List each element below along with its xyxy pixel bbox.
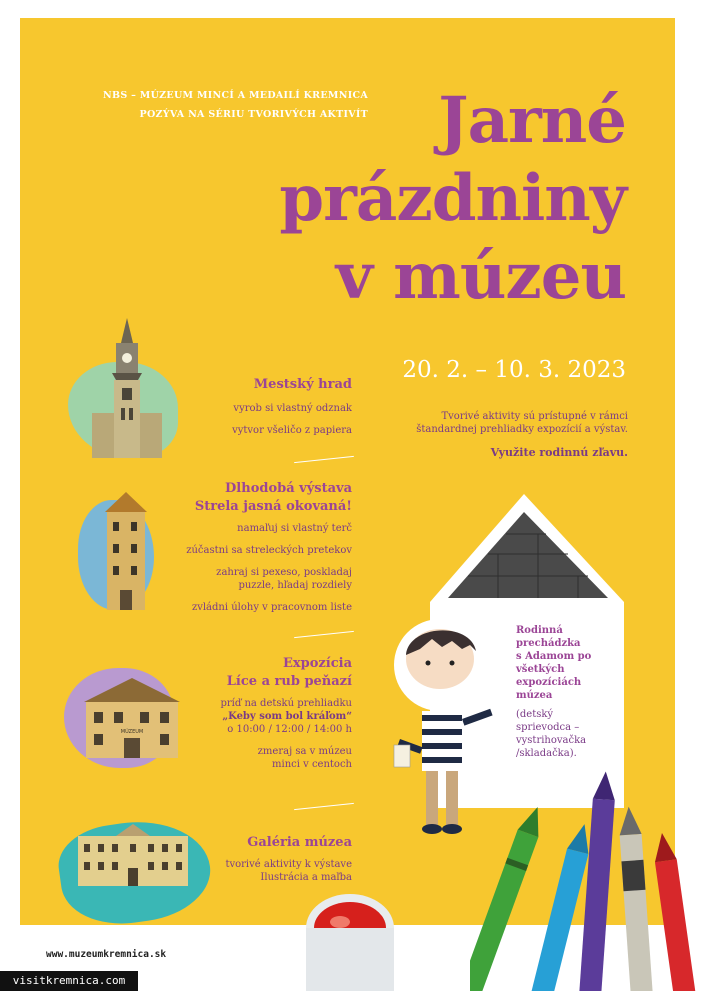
section-exhibition-item-5: zvládni úlohy v pracovnom liste [191, 602, 352, 613]
family-walk-text [516, 624, 616, 760]
section-gallery-item-2: Ilustrácia a maľba [260, 872, 352, 883]
section-expozicia [132, 655, 352, 771]
walk-sub-2: sprievodca – [516, 722, 580, 733]
access-note-line-1: Tvorivé aktivity sú prístupné v rámci [441, 411, 628, 422]
title-line-3: v múzeu [335, 239, 626, 314]
section-expozicia-title-2: Líce a rub peňazí [226, 674, 352, 689]
access-note-line-2: štandardnej prehliadky expozícií a výstav. [416, 424, 628, 435]
organizer-line-2: POZÝVA NA SÉRIU TVORIVÝCH AKTIVÍT [139, 109, 368, 120]
section-gallery-item-1: tvorivé aktivity k výstave [225, 859, 352, 870]
walk-sub-1: (detský [516, 709, 554, 720]
section-gallery [132, 834, 352, 884]
section-castle [132, 376, 352, 437]
section-expozicia-item-2: „Keby som bol kráľom“ [222, 711, 352, 722]
organizer-line-1: NBS – MÚZEUM MINCÍ A MEDAILÍ KREMNICA [103, 90, 368, 101]
red-paint-pot [288, 888, 418, 991]
walk-title-2: prechádzka [516, 638, 581, 649]
section-exhibition-item-1: namaľuj si vlastný terč [237, 523, 352, 534]
walk-sub-4: /skladačka). [516, 748, 577, 759]
walk-title-1: Rodinná [516, 625, 563, 636]
section-exhibition-item-3: zahraj si pexeso, poskladaj [216, 567, 352, 578]
access-note [390, 410, 628, 436]
walk-title-4: všetkých [516, 664, 565, 675]
museum-sign-text: MÚZEUM [120, 729, 144, 735]
walk-title-3: s Adamom po [516, 651, 592, 662]
section-castle-item-2: vytvor všeličo z papiera [232, 425, 352, 436]
section-castle-title: Mestský hrad [253, 377, 352, 392]
website-url[interactable]: www.muzeumkremnica.sk [46, 949, 167, 960]
walk-title-5: expozíciách [516, 677, 582, 688]
section-expozicia-item-4: zmeraj sa v múzeu [257, 746, 352, 757]
section-exhibition-title-2: Strela jasná okovaná! [194, 499, 352, 514]
crayons-image [470, 760, 703, 991]
walk-title-6: múzea [516, 690, 553, 701]
watermark: visitkremnica.com [0, 971, 138, 991]
section-expozicia-item-3: o 10:00 / 12:00 / 14:00 h [227, 724, 352, 735]
poster-title [150, 82, 626, 316]
section-expozicia-item-1: príď na detskú prehliadku [220, 698, 352, 709]
section-exhibition-title-1: Dlhodobá výstava [225, 481, 352, 496]
family-discount: Využite rodinnú zľavu. [490, 446, 628, 459]
section-exhibition-item-4: puzzle, hľadaj rozdiely [238, 580, 352, 591]
section-castle-item-1: vyrob si vlastný odznak [233, 403, 352, 414]
section-expozicia-item-5: minci v centoch [272, 759, 352, 770]
walk-sub-3: vystrihovačka [516, 735, 587, 746]
title-line-2: prázdniny [279, 161, 626, 236]
event-dates: 20. 2. – 10. 3. 2023 [402, 357, 626, 383]
section-expozicia-title-1: Expozícia [282, 656, 352, 671]
section-exhibition [132, 480, 352, 614]
section-gallery-title: Galéria múzea [247, 835, 352, 850]
title-line-1: Jarné [438, 83, 626, 158]
section-exhibition-item-2: zúčastni sa streleckých pretekov [186, 545, 352, 556]
